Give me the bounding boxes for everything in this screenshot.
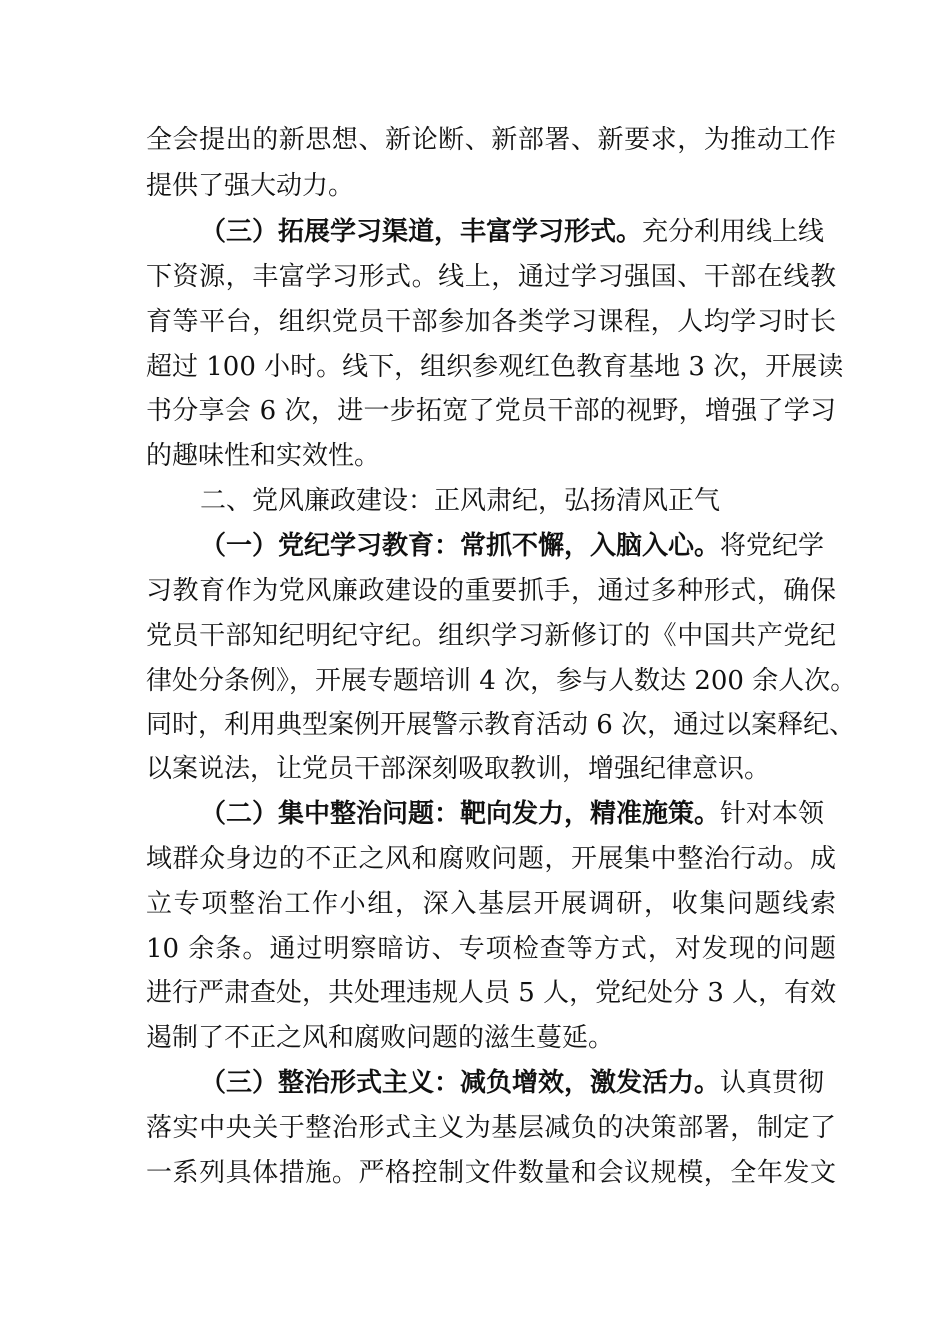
s1-item3-line-6: 的趣味性和实效性。 bbox=[146, 441, 381, 471]
s2-item1-line-4: 律处分条例》，开展专题培训 4 次，参与人数达 200 余人次。 bbox=[146, 666, 857, 696]
s1-item3-title: （三）拓展学习渠道，丰富学习形式。 bbox=[200, 217, 643, 247]
s2-item2-line-1 bbox=[200, 790, 825, 838]
s2-item1-line-6: 以案说法，让党员干部深刻吸取教训，增强纪律意识。 bbox=[146, 754, 771, 784]
s1-item3-line-1-rest: 充分利用线上线 bbox=[642, 217, 825, 247]
s1-item3-line-5: 书分享会 6 次，进一步拓宽了党员干部的视野，增强了学习 bbox=[146, 396, 836, 426]
intro-line-1: 全会提出的新思想、新论断、新部署、新要求，为推动工作 bbox=[146, 125, 836, 155]
s2-item2-line-4: 10 余条。通过明察暗访、专项检查等方式，对发现的问题 bbox=[146, 934, 836, 964]
intro-line-2: 提供了强大动力。 bbox=[146, 171, 355, 201]
s2-item2-title: （二）集中整治问题：靶向发力，精准施策。 bbox=[200, 799, 721, 829]
s2-item2-line-3: 立专项整治工作小组，深入基层开展调研，收集问题线索 bbox=[146, 889, 836, 919]
s2-item2-line-5: 进行严肃查处，共处理违规人员 5 人，党纪处分 3 人，有效 bbox=[146, 978, 837, 1008]
s2-item1-line-2: 习教育作为党风廉政建设的重要抓手，通过多种形式，确保 bbox=[146, 576, 836, 606]
s2-item2-line-6: 遏制了不正之风和腐败问题的滋生蔓延。 bbox=[146, 1023, 615, 1053]
s1-item3-line-2: 下资源，丰富学习形式。线上，通过学习强国、干部在线教 bbox=[146, 262, 836, 292]
s2-item2-line-1-rest: 针对本领 bbox=[720, 799, 825, 829]
s2-item3-line-3: 一系列具体措施。严格控制文件数量和会议规模，全年发文 bbox=[146, 1158, 836, 1188]
s2-item3-line-2: 落实中央关于整治形式主义为基层减负的决策部署，制定了 bbox=[146, 1113, 836, 1143]
s2-item1-line-1 bbox=[200, 522, 825, 570]
s1-item3-line-4: 超过 100 小时。线下，组织参观红色教育基地 3 次，开展读 bbox=[146, 352, 844, 382]
s2-item2-line-2: 域群众身边的不正之风和腐败问题，开展集中整治行动。成 bbox=[146, 844, 836, 874]
s1-item3-line-1 bbox=[200, 208, 825, 256]
s2-item3-title: （三）整治形式主义：减负增效，激发活力。 bbox=[200, 1068, 721, 1098]
s2-item3-line-1 bbox=[200, 1059, 825, 1107]
s2-item1-line-3: 党员干部知纪明纪守纪。组织学习新修订的《中国共产党纪 bbox=[146, 621, 836, 651]
s2-item1-title: （一）党纪学习教育：常抓不懈，入脑入心。 bbox=[200, 531, 721, 561]
section-2-heading: 二、党风廉政建设：正风肃纪，弘扬清风正气 bbox=[200, 486, 721, 516]
s1-item3-line-3: 育等平台，组织党员干部参加各类学习课程，人均学习时长 bbox=[146, 307, 836, 337]
s2-item1-line-1-rest: 将党纪学 bbox=[720, 531, 825, 561]
s2-item1-line-5: 同时，利用典型案例开展警示教育活动 6 次，通过以案释纪、 bbox=[146, 710, 856, 740]
s2-item3-line-1-rest: 认真贯彻 bbox=[720, 1068, 825, 1098]
